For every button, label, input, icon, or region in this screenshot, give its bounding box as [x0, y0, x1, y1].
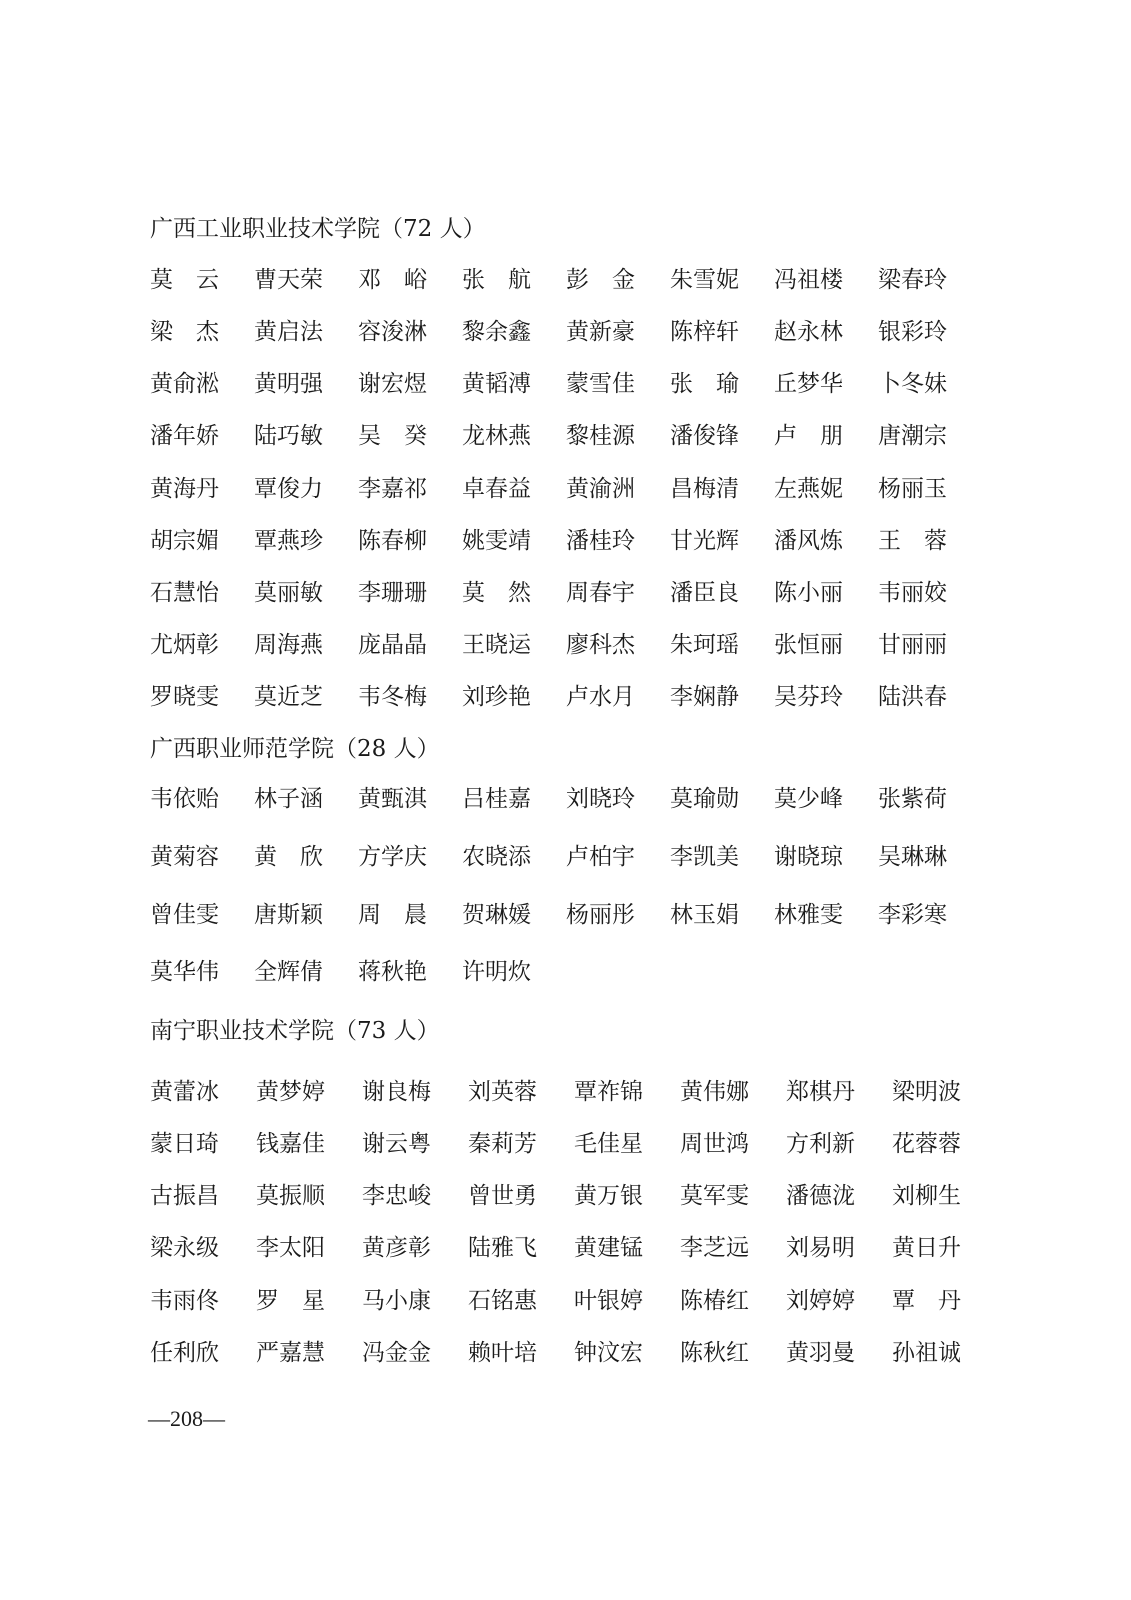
- person-name: 方利新: [786, 1131, 855, 1157]
- person-name: 覃燕珍: [254, 528, 323, 554]
- person-name: 梁春玲: [878, 267, 947, 293]
- person-name: 花蓉蓉: [892, 1131, 961, 1157]
- person-name: 韦冬梅: [358, 684, 427, 710]
- person-name: 陆雅飞: [468, 1235, 537, 1261]
- person-name: 龙林燕: [462, 423, 531, 449]
- person-name: 毛佳星: [574, 1131, 643, 1157]
- person-name: 黄建锰: [574, 1235, 643, 1261]
- person-name: 尤炳彰: [150, 632, 219, 658]
- person-name: 李嘉祁: [358, 476, 427, 502]
- person-name: 刘珍艳: [462, 684, 531, 710]
- person-name: 黄韬溥: [462, 371, 531, 397]
- person-name: 卜冬妹: [878, 371, 947, 397]
- person-name: 潘风炼: [774, 528, 843, 554]
- person-name: 丘梦华: [774, 371, 843, 397]
- person-name: 钱嘉佳: [256, 1131, 325, 1157]
- person-name: 吴 癸: [358, 423, 427, 449]
- person-name: 廖科杰: [566, 632, 635, 658]
- person-name: 李珊珊: [358, 580, 427, 606]
- person-name: 赖叶培: [468, 1340, 537, 1366]
- person-name: 刘柳生: [892, 1183, 961, 1209]
- section-heading-nanning-vocational: 南宁职业技术学院（73 人）: [150, 1018, 440, 1044]
- person-name: 罗 星: [256, 1288, 325, 1314]
- person-name: 覃俊力: [254, 476, 323, 502]
- person-name: 黄蕾冰: [150, 1079, 219, 1105]
- person-name: 张恒丽: [774, 632, 843, 658]
- person-name: 吴琳琳: [878, 844, 947, 870]
- person-name: 蒙日琦: [150, 1131, 219, 1157]
- person-name: 韦依贻: [150, 786, 219, 812]
- person-name: 林雅雯: [774, 902, 843, 928]
- person-name: 莫 云: [150, 267, 219, 293]
- section-heading-guangxi-industrial: 广西工业职业技术学院（72 人）: [150, 216, 486, 242]
- person-name: 蒙雪佳: [566, 371, 635, 397]
- person-name: 孙祖诚: [892, 1340, 961, 1366]
- person-name: 唐斯颖: [254, 902, 323, 928]
- person-name: 张紫荷: [878, 786, 947, 812]
- person-name: 莫近芝: [254, 684, 323, 710]
- person-name: 农晓添: [462, 844, 531, 870]
- person-name: 卢水月: [566, 684, 635, 710]
- person-name: 潘桂玲: [566, 528, 635, 554]
- person-name: 许明炊: [462, 959, 531, 985]
- person-name: 张 瑜: [670, 371, 739, 397]
- person-name: 黄海丹: [150, 476, 219, 502]
- person-name: 钟汶宏: [574, 1340, 643, 1366]
- person-name: 黄菊容: [150, 844, 219, 870]
- person-name: 周海燕: [254, 632, 323, 658]
- person-name: 周 晨: [358, 902, 427, 928]
- person-name: 唐潮宗: [878, 423, 947, 449]
- person-name: 黄 欣: [254, 844, 323, 870]
- person-name: 刘英蓉: [468, 1079, 537, 1105]
- person-name: 秦莉芳: [468, 1131, 537, 1157]
- person-name: 银彩玲: [878, 319, 947, 345]
- person-name: 黄甄淇: [358, 786, 427, 812]
- person-name: 陈梓轩: [670, 319, 739, 345]
- person-name: 潘德泷: [786, 1183, 855, 1209]
- person-name: 黄万银: [574, 1183, 643, 1209]
- person-name: 潘俊锋: [670, 423, 739, 449]
- person-name: 姚雯靖: [462, 528, 531, 554]
- person-name: 刘易明: [786, 1235, 855, 1261]
- person-name: 吕桂嘉: [462, 786, 531, 812]
- section-heading-guangxi-normal: 广西职业师范学院（28 人）: [150, 736, 440, 762]
- person-name: 林子涵: [254, 786, 323, 812]
- person-name: 陆洪春: [878, 684, 947, 710]
- person-name: 黄伟娜: [680, 1079, 749, 1105]
- person-name: 李凯美: [670, 844, 739, 870]
- person-name: 曾世勇: [468, 1183, 537, 1209]
- person-name: 刘婷婷: [786, 1288, 855, 1314]
- person-name: 谢云粤: [362, 1131, 431, 1157]
- person-name: 李彩寒: [878, 902, 947, 928]
- person-name: 石慧怡: [150, 580, 219, 606]
- person-name: 刘晓玲: [566, 786, 635, 812]
- person-name: 昌梅清: [670, 476, 739, 502]
- person-name: 李芝远: [680, 1235, 749, 1261]
- person-name: 贺琳媛: [462, 902, 531, 928]
- person-name: 谢宏煜: [358, 371, 427, 397]
- person-name: 吴芬玲: [774, 684, 843, 710]
- person-name: 周世鸿: [680, 1131, 749, 1157]
- person-name: 陈秋红: [680, 1340, 749, 1366]
- person-name: 郑棋丹: [786, 1079, 855, 1105]
- person-name: 莫军雯: [680, 1183, 749, 1209]
- person-name: 马小康: [362, 1288, 431, 1314]
- person-name: 朱珂瑶: [670, 632, 739, 658]
- person-name: 李太阳: [256, 1235, 325, 1261]
- person-name: 潘臣良: [670, 580, 739, 606]
- person-name: 严嘉慧: [256, 1340, 325, 1366]
- person-name: 韦丽姣: [878, 580, 947, 606]
- person-name: 王 蓉: [878, 528, 947, 554]
- person-name: 陈春柳: [358, 528, 427, 554]
- person-name: 杨丽玉: [878, 476, 947, 502]
- person-name: 冯祖楼: [774, 267, 843, 293]
- person-name: 杨丽彤: [566, 902, 635, 928]
- person-name: 邓 峪: [358, 267, 427, 293]
- page-number: —208—: [148, 1406, 225, 1431]
- person-name: 莫少峰: [774, 786, 843, 812]
- person-name: 古振昌: [150, 1183, 219, 1209]
- person-name: 黎余鑫: [462, 319, 531, 345]
- person-name: 黄俞淞: [150, 371, 219, 397]
- person-name: 黄明强: [254, 371, 323, 397]
- person-name: 黄渝洲: [566, 476, 635, 502]
- person-name: 卢柏宇: [566, 844, 635, 870]
- person-name: 莫振顺: [256, 1183, 325, 1209]
- person-name: 罗晓雯: [150, 684, 219, 710]
- person-name: 谢良梅: [362, 1079, 431, 1105]
- person-name: 周春宇: [566, 580, 635, 606]
- person-name: 林玉娟: [670, 902, 739, 928]
- person-name: 庞晶晶: [358, 632, 427, 658]
- person-name: 胡宗媚: [150, 528, 219, 554]
- person-name: 冯金金: [362, 1340, 431, 1366]
- person-name: 黄新豪: [566, 319, 635, 345]
- person-name: 容浚淋: [358, 319, 427, 345]
- person-name: 黄羽曼: [786, 1340, 855, 1366]
- person-name: 潘年娇: [150, 423, 219, 449]
- person-name: 叶银婷: [574, 1288, 643, 1314]
- person-name: 黄梦婷: [256, 1079, 325, 1105]
- person-name: 陈椿红: [680, 1288, 749, 1314]
- person-name: 黄彦彰: [362, 1235, 431, 1261]
- person-name: 李忠峻: [362, 1183, 431, 1209]
- person-name: 蒋秋艳: [358, 959, 427, 985]
- person-name: 任利欣: [150, 1340, 219, 1366]
- person-name: 李娴静: [670, 684, 739, 710]
- person-name: 黄启法: [254, 319, 323, 345]
- person-name: 全辉倩: [254, 959, 323, 985]
- person-name: 莫瑜勋: [670, 786, 739, 812]
- person-name: 曾佳雯: [150, 902, 219, 928]
- person-name: 王晓运: [462, 632, 531, 658]
- person-name: 卓春益: [462, 476, 531, 502]
- person-name: 梁明波: [892, 1079, 961, 1105]
- person-name: 卢 朋: [774, 423, 843, 449]
- person-name: 莫 然: [462, 580, 531, 606]
- person-name: 彭 金: [566, 267, 635, 293]
- person-name: 方学庆: [358, 844, 427, 870]
- person-name: 陆巧敏: [254, 423, 323, 449]
- person-name: 黄日升: [892, 1235, 961, 1261]
- person-name: 覃 丹: [892, 1288, 961, 1314]
- person-name: 莫丽敏: [254, 580, 323, 606]
- person-name: 甘光辉: [670, 528, 739, 554]
- person-name: 梁永级: [150, 1235, 219, 1261]
- person-name: 梁 杰: [150, 319, 219, 345]
- person-name: 赵永林: [774, 319, 843, 345]
- person-name: 左燕妮: [774, 476, 843, 502]
- person-name: 陈小丽: [774, 580, 843, 606]
- person-name: 曹天荣: [254, 267, 323, 293]
- person-name: 朱雪妮: [670, 267, 739, 293]
- person-name: 莫华伟: [150, 959, 219, 985]
- person-name: 甘丽丽: [878, 632, 947, 658]
- person-name: 石铭惠: [468, 1288, 537, 1314]
- person-name: 覃祚锦: [574, 1079, 643, 1105]
- person-name: 谢晓琼: [774, 844, 843, 870]
- person-name: 韦雨佟: [150, 1288, 219, 1314]
- person-name: 张 航: [462, 267, 531, 293]
- person-name: 黎桂源: [566, 423, 635, 449]
